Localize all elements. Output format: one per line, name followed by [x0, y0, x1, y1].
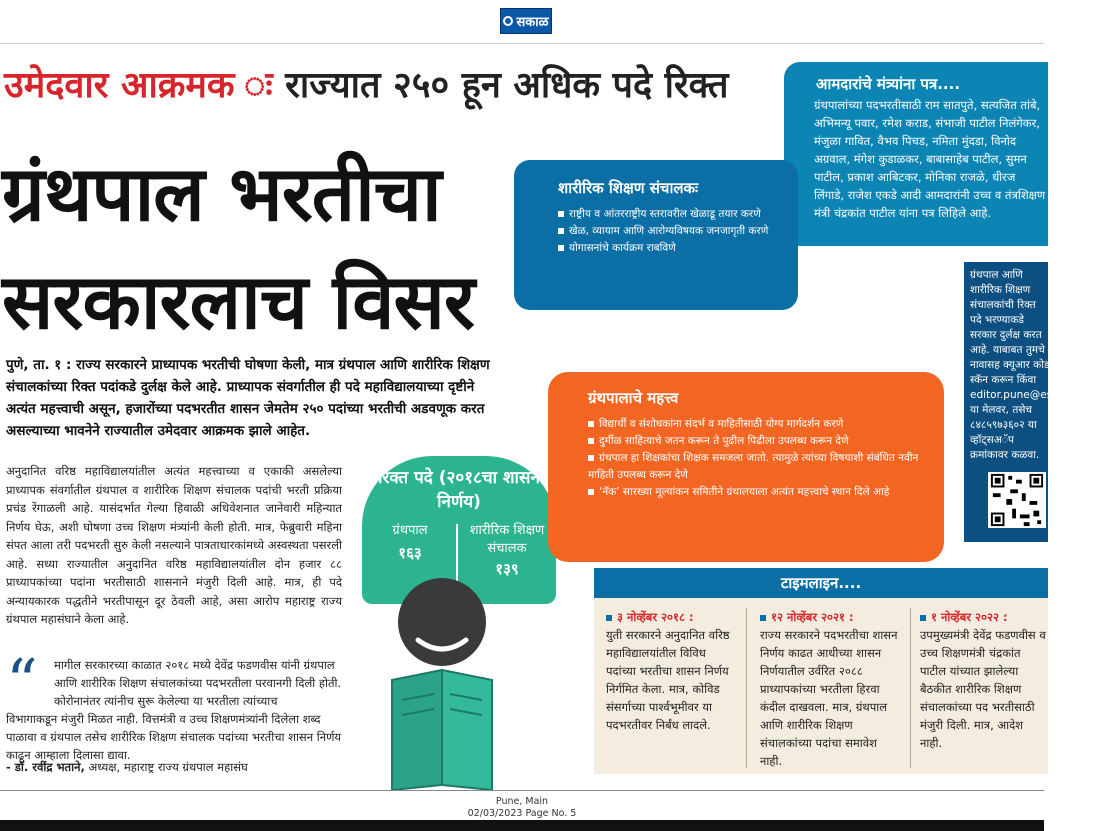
pe-director-box — [514, 160, 798, 310]
vacancy-librarian-count: १६३ — [398, 544, 422, 562]
footer-edition: Pune, Main — [495, 796, 549, 807]
vacancy-pe-label: शारीरिक शिक्षण संचालक — [469, 523, 545, 556]
list-item: ग्रंथपाल हा शिक्षकांचा शिक्षक समजला जातो. त्यामुळे त्यांच्या विषयाशी संबंधित नवीन माहिती उपलब्ध करून देणे — [588, 452, 919, 481]
timeline-divider — [910, 608, 911, 768]
mla-letter-box — [784, 62, 1048, 246]
bullet-icon — [588, 438, 594, 444]
bullet-icon — [588, 455, 594, 461]
timeline-event-date: १२ नोव्हेंबर २०२१ : — [760, 608, 900, 626]
timeline-event — [920, 608, 1046, 752]
bottom-bar — [0, 820, 1044, 831]
mla-letter-text: ग्रंथपालांच्या पदभरतीसाठी राम सातपुते, सत्यजित तांबे, अभिमन्यू पवार, रमेश कराड, संभाजी पाटील निलंगेकर, मंजुळा गावित, वैभव पिचड, नमिता मुंदडा, विनोद अग्रवाल, मंगेश कुडाळकर, बाबासाहेब पाटील, सुमन पाटील, प्रकाश आबिटकर, मोनिका राजळे, धीरज लिंगाडे, राजेश एकडे आदी आमदारांनी उच्च व तंत्रशिक्षण मंत्री चंद्रकांत पाटील यांना पत्र लिहिले आहे. — [814, 98, 1046, 220]
quote-text: मागील सरकारच्या काळात २०१८ मध्ये देवेंद्र फडणवीस यांनी ग्रंथपाल आणि शारीरिक शिक्षण संचालकांच्या पदभरतीला परवानगी दिली होती. कोरोनानंतर त्यांनीच सुरू केलेल्या या भरतीला त्यांच्याच — [54, 658, 342, 708]
masthead-divider — [0, 43, 1044, 44]
vacancy-librarian — [366, 522, 454, 562]
body-paragraph: अनुदानित वरिष्ठ महाविद्यालयांतील अत्यंत महत्त्वाच्या व एकाकी असलेल्या प्राध्यापक संवर्गातील ग्रंथपाल व शारीरिक शिक्षण संचालक पदांची भरती प्रक्रिया प्रचंड रेंगाळली आहे. यासंदर्भात गेल्या हिवाळी अधिवेशनात जानेवारी महिन्यात निर्णय घेऊ, अशी घोषणा उच्च शिक्षण मंत्र्यांनी केली होती. मात्र, फेब्रुवारी महिना संपत आला तरी पदभरती सुरु केली नसल्याने पात्रताधारकांमध्ये अस्वस्थता पसरली आहे. सध्या राज्यातील अनुदानित वरिष्ठ महाविद्यालयांतील दोन हजार ८८ प्राध्यापकांच्या पदांना भरतीसाठी शासनाने मंजुरी दिली आहे. मात्र, ही पदे अन्यायकारक पद्धतीने भरतीपासून दूर ठेवली आहे, असा आरोप महाराष्ट्र राज्य ग्रंथपाल महासंघाने केला आहे. — [6, 464, 342, 626]
timeline-event-text: राज्य सरकारने पदभरतीचा शासन निर्णय काढत आधीच्या शासन निर्णयातील उर्वरित २०८८ प्राध्यापकांच्या भरतीला हिरवा कंदील दाखवला. मात्र, ग्रंथपाल आणि शारीरिक शिक्षण संचालकांच्या पदांचा समावेश नाही. — [760, 628, 898, 768]
lede-paragraph: पुणे, ता. १ : राज्य सरकारने प्राध्यापक भरतीची घोषणा केली, मात्र ग्रंथपाल आणि शारीरिक शिक्षण संचालकांच्या रिक्त पदांकडे दुर्लक्ष केले आहे. प्राध्यापक संवर्गातील ही पदे महाविद्यालयाच्या दृष्टीने अत्यंत महत्त्वाची असून, हजारोंच्या पदभरतीत शासन जेमतेम २५० पदांच्या भरतीची अडवणूक करत असल्याच्या भावनेने राज्यातील उमेदवार आक्रमक झाले आहेत. — [6, 357, 490, 439]
list-item: विद्यार्थी व संशोधकांना संदर्भ व माहितीसाठी योग्य मार्गदर्शन करणे — [588, 416, 928, 433]
quote-continuation: विभागाकडून मंजुरी मिळत नाही. वित्तमंत्री व उच्च शिक्षणमंत्र्यांनी दिलेला शब्द पाळावा व ग्रंथपाल तसेच शारीरिक शिक्षण संचालक पदांच्या भरतीचा शासन निर्णय काढून आम्हाला दिलासा द्यावा. — [6, 712, 342, 762]
sakal-logo-icon — [503, 16, 513, 26]
pe-director-list — [558, 206, 788, 257]
reader-feedback-box — [964, 262, 1100, 542]
bullet-icon — [760, 615, 766, 621]
quote-author: - डॉ. रवींद्र भताने, — [6, 760, 85, 774]
vacancy-pe-count: १३९ — [495, 560, 519, 578]
bullet-icon — [558, 245, 564, 251]
footer-divider — [0, 790, 1044, 791]
reader-illustration-icon — [370, 560, 520, 790]
kicker — [4, 64, 729, 108]
headline — [2, 140, 474, 356]
vacancies-title: रिक्त पदे (२०१८चा शासन निर्णय) — [378, 468, 540, 512]
masthead-name: सकाळ — [516, 15, 549, 30]
bullet-icon — [558, 228, 564, 234]
mla-letter-title: आमदारांचे मंत्र्यांना पत्र.... — [816, 75, 961, 93]
kicker-label: उमेदवार आक्रमक — [4, 65, 235, 106]
timeline-event — [760, 608, 900, 770]
quote-author-role: अध्यक्ष, महाराष्ट्र राज्य ग्रंथपाल महासंघ — [84, 760, 248, 774]
headline-line-2: सरकारलाच विसर — [2, 257, 474, 346]
timeline-event-text: युती सरकारने अनुदानित वरिष्ठ महाविद्यालयांतील विविध पदांच्या भरतीचा शासन निर्णय निर्गमित केला. मात्र, कोविड संसर्गाच्या पार्श्वभूमीवर या पदभरतीवर निर्बंध लादले. — [606, 628, 730, 732]
headline-line-1: ग्रंथपाल भरतीचा — [2, 149, 441, 238]
timeline-title: टाइमलाइन.... — [594, 568, 1048, 598]
quote-icon: “ — [6, 645, 38, 718]
list-item: खेळ, व्यायाम आणि आरोग्यविषयक जनजागृती करणे — [558, 223, 788, 240]
bullet-icon — [920, 615, 926, 621]
librarian-importance-box — [548, 372, 944, 562]
pe-director-title: शारीरिक शिक्षण संचालकः — [558, 179, 699, 197]
timeline-box — [594, 568, 1048, 774]
bullet-icon — [558, 211, 564, 217]
timeline-event-text: उपमुख्यमंत्री देवेंद्र फडणवीस व उच्च शिक्षणमंत्री चंद्रकांत पाटील यांच्यात झालेल्या बैठकीत शारीरिक शिक्षण संचालकांच्या पद भरतीसाठी मंजुरी दिली. मात्र, आदेश नाही. — [920, 628, 1046, 750]
timeline-event — [606, 608, 736, 734]
librarian-importance-title: ग्रंथपालाचे महत्त्व — [588, 389, 679, 407]
timeline-event-date: ३ नोव्हेंबर २०१८ : — [606, 608, 736, 626]
list-item: दुर्मीळ साहित्याचे जतन करून ते पुढील पिढीला उपलब्ध करून देणे — [588, 433, 928, 450]
timeline-event-date: १ नोव्हेंबर २०२२ : — [920, 608, 1046, 626]
footer-dateline: 02/03/2023 Page No. 5 — [467, 808, 577, 819]
librarian-importance-list — [588, 416, 928, 501]
reader-feedback-text: ग्रंथपाल आणि शारीरिक शिक्षण संचालकांची रिक्त पदे भरण्याकडे सरकार दुर्लक्ष करत आहे. याबाबत तुमचे नावासह क्यूआर कोड स्कॅन करून किंवा editor.pune@esakal.com या मेलवर, तसेच ८४८५९७३६०२ या व्हॉट्सअॅप क्रमांकावर कळवा. — [970, 269, 1100, 461]
list-item: ‘नॅक’ सारख्या मूल्यांकन समितीने ग्रंथालयाला अत्यंत महत्त्वाचे स्थान दिले आहे — [588, 484, 928, 501]
bullet-icon — [588, 489, 594, 495]
list-item: राष्ट्रीय व आंतरराष्ट्रीय स्तरावरील खेळाडू तयार करणे — [558, 206, 788, 223]
kicker-separator: ः — [234, 65, 286, 106]
quote-byline — [6, 760, 248, 775]
vacancy-librarian-label: ग्रंथपाल — [392, 523, 428, 538]
page-footer — [0, 796, 1044, 820]
bullet-icon — [588, 421, 594, 427]
timeline-divider — [746, 608, 747, 768]
list-item: योगासनांचे कार्यक्रम राबविणे — [558, 240, 788, 257]
masthead-logo — [500, 8, 552, 34]
bullet-icon — [606, 615, 612, 621]
qr-code-icon[interactable] — [988, 472, 1046, 528]
kicker-text: राज्यात २५० हून अधिक पदे रिक्त — [285, 65, 729, 106]
